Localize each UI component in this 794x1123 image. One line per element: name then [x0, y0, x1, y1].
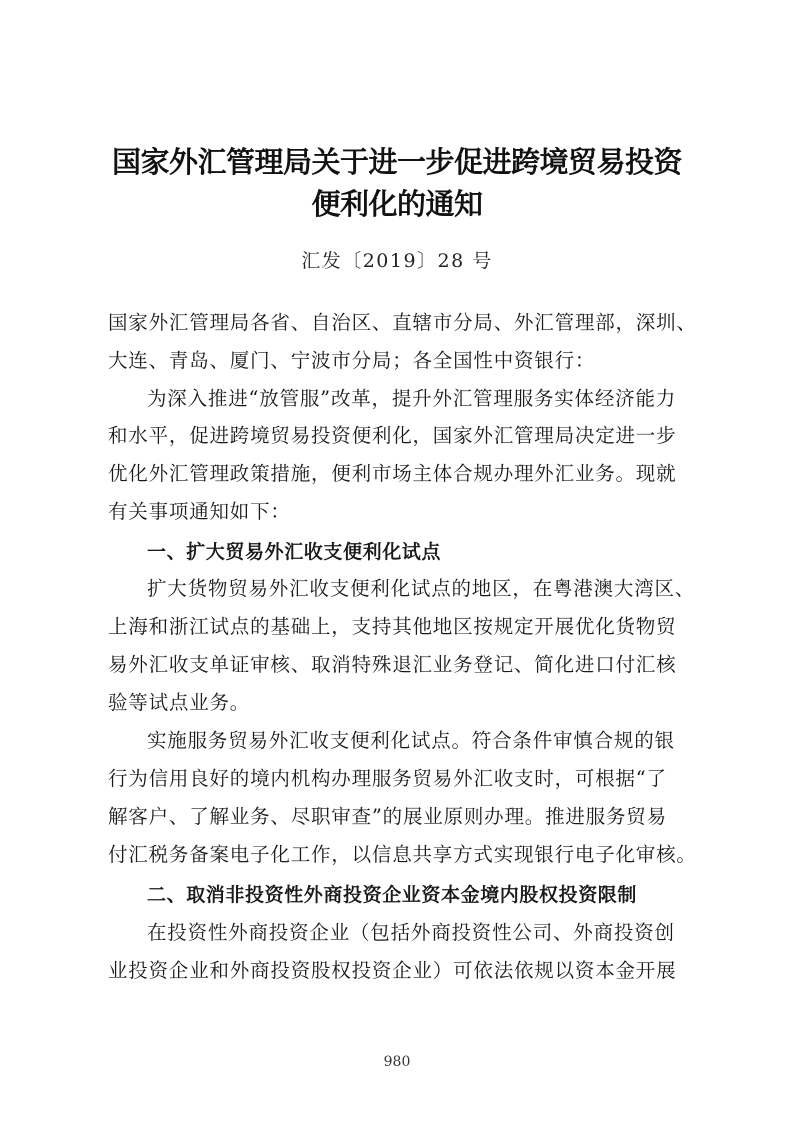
- body-line: 为深入推进“放管服”改革，提升外汇管理服务实体经济能力: [147, 387, 677, 410]
- body-line: 验等试点业务。: [108, 691, 251, 714]
- body-line: 解客户、了解业务、尽职审查”的展业原则办理。推进服务贸易: [108, 805, 667, 828]
- body-line: 和水平，促进跨境贸易投资便利化，国家外汇管理局决定进一步: [108, 424, 677, 447]
- page-number: 980: [383, 1054, 411, 1070]
- section-heading: 一、扩大贸易外汇收支便利化试点: [147, 541, 442, 563]
- addressee-line: 国家外汇管理局各省、自治区、直辖市分局、外汇管理部，深圳、: [108, 311, 697, 334]
- document-number: 汇发〔2019〕28 号: [301, 250, 493, 272]
- body-line: 优化外汇管理政策措施，便利市场主体合规办理外汇业务。现就: [108, 462, 677, 485]
- body-line: 付汇税务备案电子化工作，以信息共享方式实现银行电子化审核。: [108, 843, 697, 866]
- body-line: 行为信用良好的境内机构办理服务贸易外汇收支时，可根据“了: [108, 767, 667, 790]
- body-line: 在投资性外商投资企业（包括外商投资性公司、外商投资创: [147, 921, 675, 944]
- body-line: 有关事项通知如下：: [108, 500, 291, 523]
- body-line: 业投资企业和外商投资股权投资企业）可依法依规以资本金开展: [108, 959, 677, 982]
- body-line: 实施服务贸易外汇收支便利化试点。符合条件审慎合规的银: [147, 729, 675, 752]
- document-title-line-1: 国家外汇管理局关于进一步促进跨境贸易投资: [111, 145, 682, 179]
- section-heading: 二、取消非投资性外商投资企业资本金境内股权投资限制: [147, 884, 638, 906]
- body-line: 上海和浙江试点的基础上，支持其他地区按规定开展优化货物贸: [108, 615, 677, 638]
- body-line: 扩大货物贸易外汇收支便利化试点的地区，在粤港澳大湾区、: [147, 577, 696, 600]
- document-title-line-2: 便利化的通知: [311, 187, 483, 221]
- body-line: 易外汇收支单证审核、取消特殊退汇业务登记、简化进口付汇核: [108, 653, 677, 676]
- addressee-line: 大连、青岛、厦门、宁波市分局；各全国性中资银行：: [108, 349, 596, 372]
